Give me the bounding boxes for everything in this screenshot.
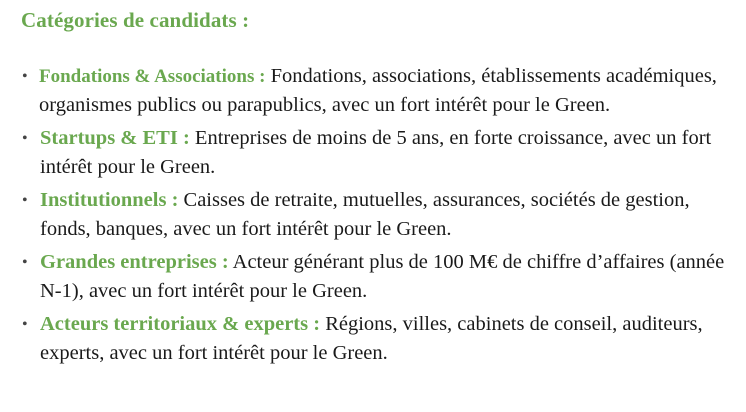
list-item-acteurs-territoriaux [0, 310, 746, 368]
category-label: Institutionnels : [40, 189, 179, 211]
category-label: Acteurs territoriaux & experts : [40, 313, 321, 335]
category-description: Entreprises de moins de 5 ans, en forte croissance, avec un fort intérêt pour le Green. [40, 127, 712, 178]
category-label: Startups & ETI : [40, 127, 190, 149]
bullet-icon: • [22, 192, 28, 209]
list-item-fondations [0, 62, 746, 120]
category-description: Acteur générant plus de 100 M€ de chiffre d’affaires (année N-1), avec un fort intérêt pour le Green. [40, 251, 725, 302]
list-item-institutionnels [0, 186, 746, 244]
bullet-icon: • [22, 130, 28, 147]
category-description: Fondations, associations, établissements académiques, organismes publics ou parapublics, avec un fort intérêt pour le Green. [39, 65, 717, 116]
category-label: Fondations & Associations : [39, 66, 266, 87]
category-description: Régions, villes, cabinets de conseil, auditeurs, experts, avec un fort intérêt pour le Green. [40, 313, 703, 364]
bullet-icon: • [22, 68, 28, 85]
category-label: Grandes entreprises : [40, 251, 229, 273]
list-item-grandes-entreprises [0, 248, 746, 306]
bullet-icon: • [22, 254, 28, 271]
bullet-icon: • [22, 316, 28, 333]
category-description: Caisses de retraite, mutuelles, assurances, sociétés de gestion, fonds, banques, avec un fort intérêt pour le Green. [40, 189, 690, 240]
candidate-category-list [0, 62, 746, 372]
section-heading: Catégories de candidats : [21, 8, 250, 32]
list-item-startups [0, 124, 746, 182]
